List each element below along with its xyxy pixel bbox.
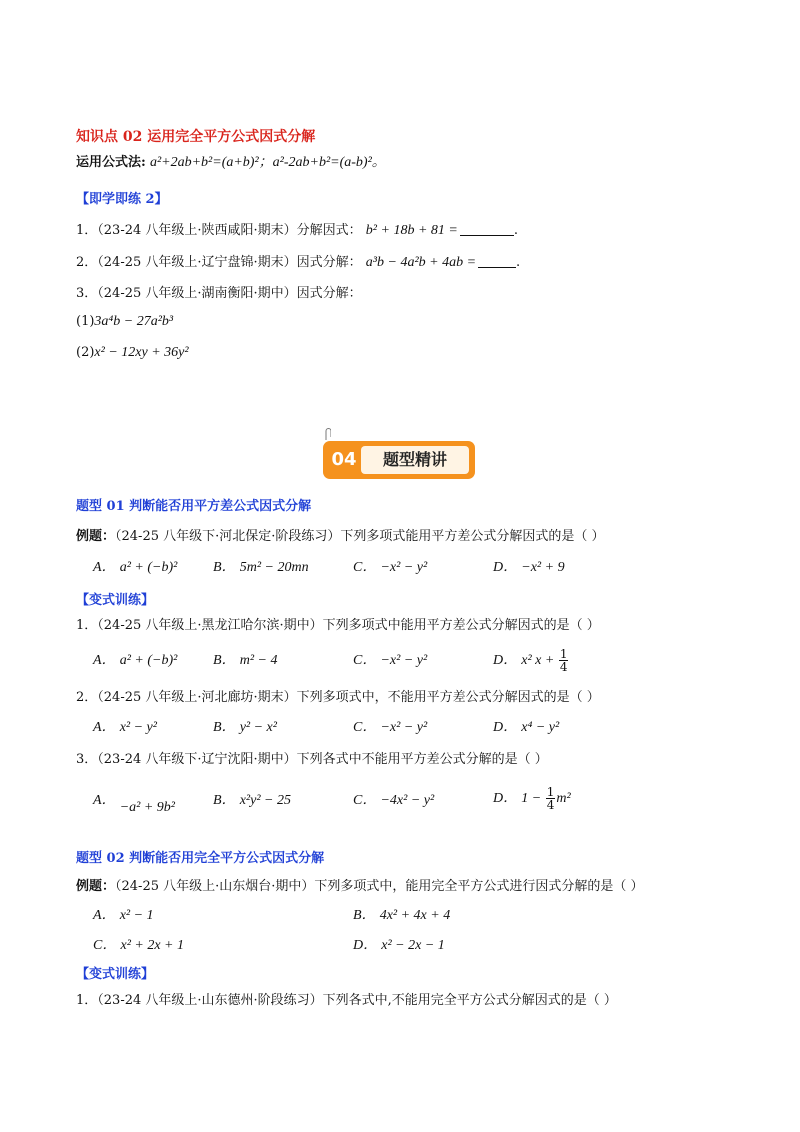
option-expression: −x² − y² bbox=[380, 720, 428, 735]
option-letter: A． bbox=[93, 793, 116, 808]
formula-label: 运用公式法: bbox=[76, 155, 146, 170]
v2-option-a[interactable] bbox=[93, 719, 157, 737]
option-expression: x² − y² bbox=[119, 720, 157, 735]
option-fraction bbox=[559, 648, 569, 673]
q2-end: . bbox=[516, 255, 521, 270]
option-letter: A． bbox=[93, 560, 116, 575]
example-label: 例题： bbox=[76, 879, 116, 894]
type1-v1 bbox=[76, 617, 600, 635]
v1-option-b[interactable] bbox=[213, 652, 277, 670]
v2-text: （24-25 八年级上·河北廊坊·期末）下列多项式中，不能用平方差公式分解因式的是（ ） bbox=[97, 690, 600, 705]
v3-option-d[interactable] bbox=[493, 786, 571, 811]
fraction-numerator: 1 bbox=[559, 647, 568, 661]
q2-number: 2． bbox=[76, 255, 98, 270]
section-banner bbox=[323, 441, 475, 479]
option-letter: D． bbox=[493, 653, 518, 668]
option-expression: 5m² − 20mn bbox=[239, 560, 309, 575]
v1-number: 1． bbox=[76, 618, 98, 633]
type1-example-option-a[interactable] bbox=[93, 559, 177, 577]
type2-option-d[interactable] bbox=[353, 937, 445, 955]
option-expression: x⁴ − y² bbox=[521, 720, 560, 735]
q3-source: （24-25 八年级上·湖南衡阳·期中）因式分解： bbox=[97, 286, 362, 301]
v3-option-c[interactable] bbox=[353, 792, 434, 810]
v2-option-d[interactable] bbox=[493, 719, 559, 737]
type2-v1 bbox=[76, 992, 617, 1010]
banner-number: 04 bbox=[331, 449, 357, 470]
practice-q3 bbox=[76, 285, 362, 303]
type2-option-b[interactable] bbox=[353, 907, 450, 925]
type1-example-option-c[interactable] bbox=[353, 559, 427, 577]
type2-v1-number: 1． bbox=[76, 993, 98, 1008]
practice-header: 【即学即练 2】 bbox=[76, 192, 168, 207]
formula-text: a²+2ab+b²=(a+b)²；a²-2ab+b²=(a-b)²。 bbox=[149, 155, 386, 170]
option-letter: A． bbox=[93, 653, 116, 668]
banner-label: 题型精讲 bbox=[382, 450, 447, 469]
option-letter: D． bbox=[353, 938, 378, 953]
option-expression: y² − x² bbox=[239, 720, 277, 735]
option-expression: −x² + 9 bbox=[521, 560, 565, 575]
q3-part2-label: (2) bbox=[76, 345, 95, 360]
q2-answer-blank[interactable] bbox=[478, 255, 516, 268]
v3-option-b[interactable] bbox=[213, 792, 291, 810]
section-title: 知识点 02 运用完全平方公式因式分解 bbox=[76, 129, 316, 145]
paperclip-icon bbox=[321, 427, 331, 441]
option-letter: B． bbox=[213, 720, 236, 735]
type1-example bbox=[76, 528, 605, 546]
example-text: （24-25 八年级上·山东烟台·期中）下列多项式中，能用完全平方公式进行因式分解的是（ ） bbox=[115, 879, 644, 894]
option-expression: x² − 1 bbox=[119, 908, 154, 923]
q3-part1-expression: 3a⁴b − 27a²b³ bbox=[94, 314, 174, 329]
example-label: 例题： bbox=[76, 529, 116, 544]
option-letter: D． bbox=[493, 791, 518, 806]
fraction-denominator: 4 bbox=[546, 798, 555, 812]
v1-option-a[interactable] bbox=[93, 652, 177, 670]
option-letter: D． bbox=[493, 720, 518, 735]
option-letter: A． bbox=[93, 720, 116, 735]
option-letter: C． bbox=[93, 938, 117, 953]
option-expression: 1 − bbox=[521, 791, 545, 806]
example-text: （24-25 八年级下·河北保定·阶段练习）下列多项式能用平方差公式分解因式的是（ ） bbox=[115, 529, 605, 544]
q3-part2-expression: x² − 12xy + 36y² bbox=[94, 345, 189, 360]
type2-option-a[interactable] bbox=[93, 907, 154, 925]
v1-option-c[interactable] bbox=[353, 652, 427, 670]
option-letter: D． bbox=[493, 560, 518, 575]
type1-example-option-b[interactable] bbox=[213, 559, 309, 577]
option-letter: C． bbox=[353, 560, 377, 575]
option-expression: x² x + bbox=[521, 653, 558, 668]
option-letter: C． bbox=[353, 720, 377, 735]
type1-title: 题型 01 判断能否用平方差公式因式分解 bbox=[76, 499, 312, 514]
option-expression: −4x² − y² bbox=[380, 793, 435, 808]
option-letter: C． bbox=[353, 653, 377, 668]
v3-number: 3． bbox=[76, 752, 98, 767]
v3-option-a[interactable] bbox=[93, 792, 175, 815]
option-expression: −x² − y² bbox=[380, 653, 428, 668]
v2-option-b[interactable] bbox=[213, 719, 277, 737]
q3-part2 bbox=[76, 344, 189, 362]
q1-end: . bbox=[513, 223, 518, 238]
option-expression: a² + (−b)² bbox=[119, 560, 178, 575]
v1-text: （24-25 八年级上·黑龙江哈尔滨·期中）下列多项式中能用平方差公式分解因式的是（ ） bbox=[97, 618, 600, 633]
fraction-denominator: 4 bbox=[559, 660, 568, 674]
option-letter: B． bbox=[213, 653, 236, 668]
q3-part1-label: (1) bbox=[76, 314, 95, 329]
option-expression: 4x² + 4x + 4 bbox=[379, 908, 451, 923]
v2-number: 2． bbox=[76, 690, 98, 705]
option-expression: x² − 2x − 1 bbox=[381, 938, 445, 953]
type1-variant-header: 【变式训练】 bbox=[76, 593, 155, 608]
q3-part1 bbox=[76, 313, 173, 331]
type2-option-c[interactable] bbox=[93, 937, 184, 955]
option-letter: A． bbox=[93, 908, 116, 923]
option-expression: m² − 4 bbox=[239, 653, 278, 668]
fraction-numerator: 1 bbox=[546, 785, 555, 799]
option-expression: x² + 2x + 1 bbox=[120, 938, 185, 953]
practice-q1 bbox=[76, 222, 518, 240]
option-expression: −x² − y² bbox=[380, 560, 428, 575]
v3-text: （23-24 八年级下·辽宁沈阳·期中）下列各式中不能用平方差公式分解的是（ ） bbox=[97, 752, 548, 767]
type2-title: 题型 02 判断能否用完全平方公式因式分解 bbox=[76, 851, 325, 866]
option-expression: a² + (−b)² bbox=[119, 653, 178, 668]
option-fraction bbox=[546, 786, 556, 811]
q1-answer-blank[interactable] bbox=[460, 223, 514, 236]
option-expression-tail: m² bbox=[556, 791, 571, 806]
type2-v1-text: （23-24 八年级上·山东德州·阶段练习）下列各式中,不能用完全平方公式分解因式的是（ ） bbox=[97, 993, 617, 1008]
type1-v2 bbox=[76, 689, 600, 707]
type2-variant-header: 【变式训练】 bbox=[76, 967, 155, 982]
option-expression: x²y² − 25 bbox=[239, 793, 291, 808]
q1-expression: b² + 18b + 81 = bbox=[365, 223, 458, 238]
q2-source: （24-25 八年级上·辽宁盘锦·期末）因式分解： bbox=[97, 255, 362, 270]
practice-q2 bbox=[76, 254, 520, 272]
type2-example bbox=[76, 878, 644, 896]
q2-expression: a³b − 4a²b + 4ab = bbox=[365, 255, 477, 270]
option-letter: B． bbox=[213, 560, 236, 575]
option-letter: B． bbox=[353, 908, 376, 923]
q1-number: 1． bbox=[76, 223, 98, 238]
option-letter: C． bbox=[353, 793, 377, 808]
option-expression: −a² + 9b² bbox=[119, 800, 175, 815]
type1-v3 bbox=[76, 751, 548, 769]
formula-line bbox=[76, 154, 386, 172]
type1-example-option-d[interactable] bbox=[493, 559, 565, 577]
v2-option-c[interactable] bbox=[353, 719, 427, 737]
option-letter: B． bbox=[213, 793, 236, 808]
q1-source: （23-24 八年级上·陕西咸阳·期末）分解因式： bbox=[97, 223, 362, 238]
q3-number: 3． bbox=[76, 286, 98, 301]
v1-option-d[interactable] bbox=[493, 648, 569, 673]
